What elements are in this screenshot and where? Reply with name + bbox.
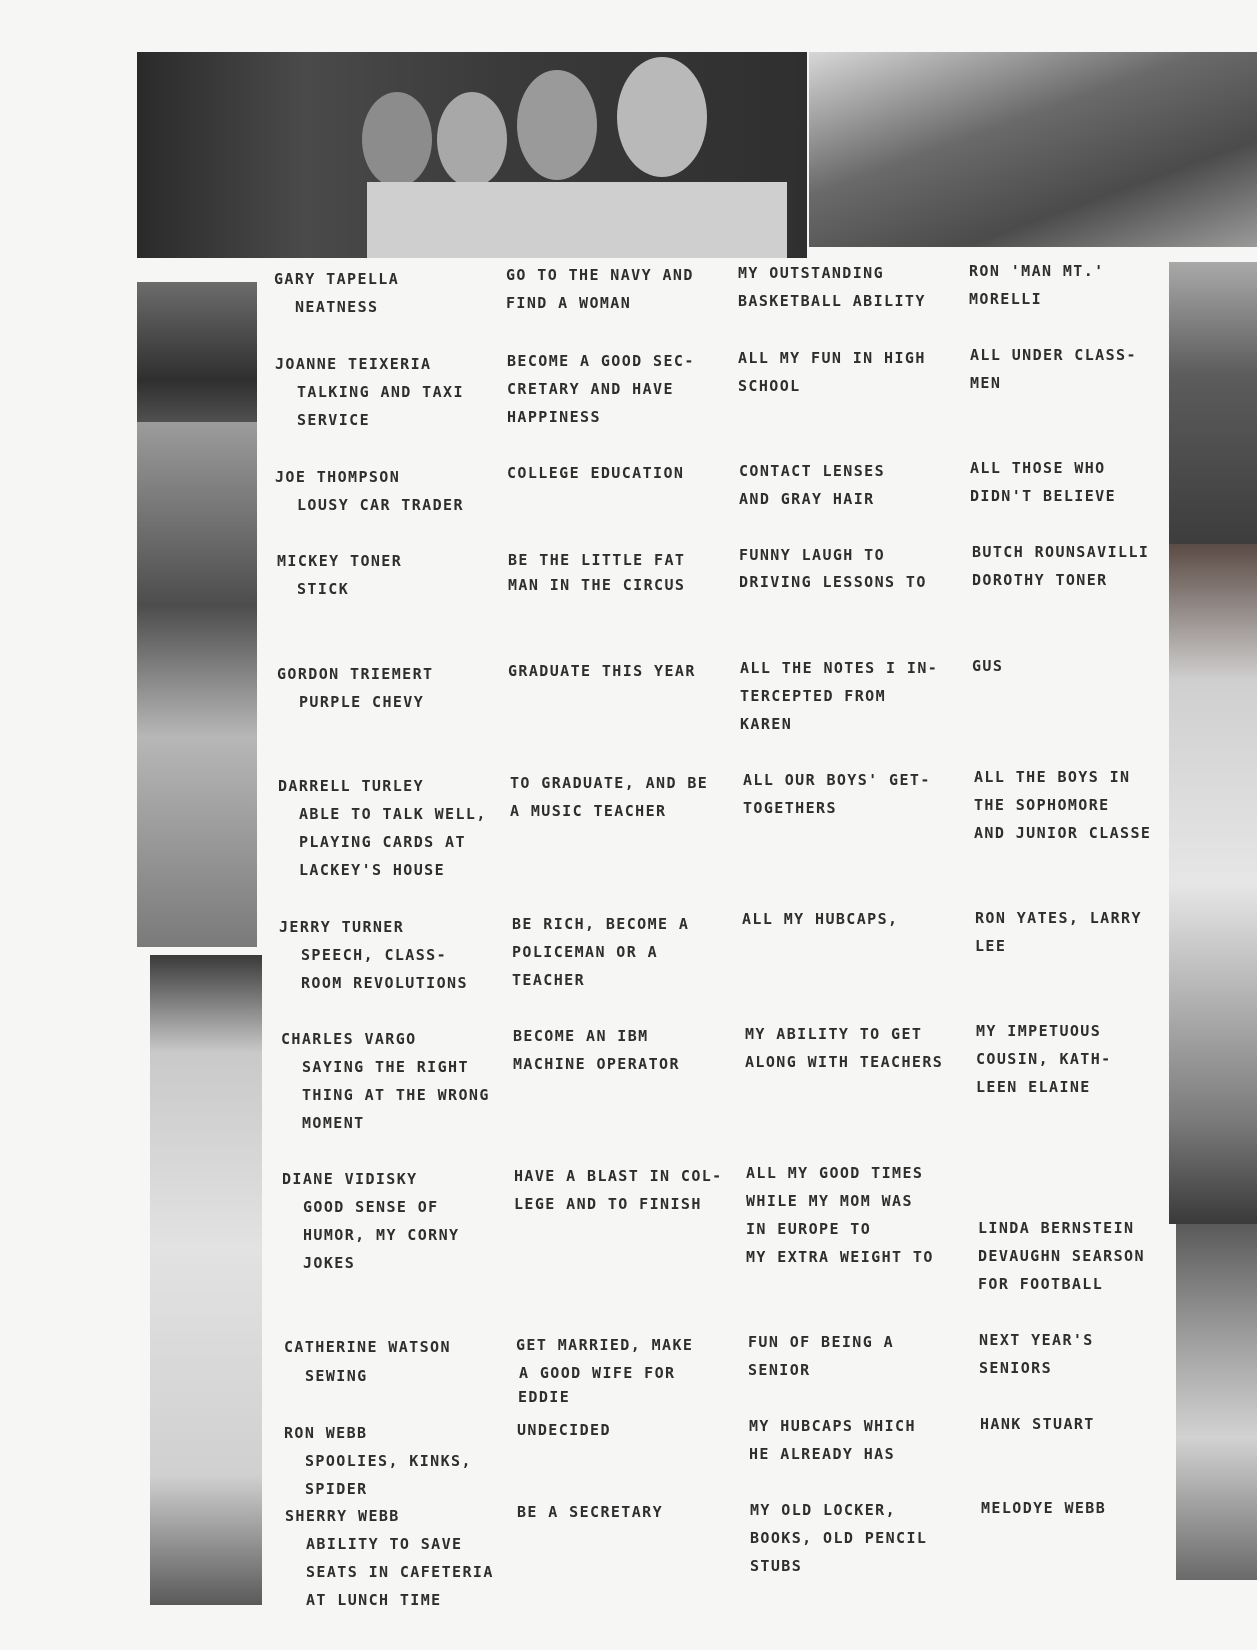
photo-classroom xyxy=(809,52,1257,247)
student-ambition: MAN IN THE CIRCUS xyxy=(508,576,686,594)
student-name: CHARLES VARGO xyxy=(281,1030,417,1048)
student-memory: TERCEPTED FROM xyxy=(740,687,887,705)
student-trait: PLAYING CARDS AT xyxy=(299,833,466,851)
student-ambition: BECOME A GOOD SEC- xyxy=(507,352,695,370)
student-memory: STUBS xyxy=(750,1557,803,1575)
student-will: LINDA BERNSTEIN xyxy=(978,1219,1135,1237)
student-memory: MY EXTRA WEIGHT TO xyxy=(746,1248,934,1266)
student-trait: ABILITY TO SAVE xyxy=(306,1535,463,1553)
student-memory: FUNNY LAUGH TO xyxy=(739,546,886,564)
photo-boy-standing xyxy=(1176,1224,1257,1580)
student-will: DEVAUGHN SEARSON xyxy=(978,1247,1145,1265)
student-name: MICKEY TONER xyxy=(277,552,403,570)
student-memory: ALL MY FUN IN HIGH xyxy=(738,349,926,367)
photo-girl-sweater xyxy=(150,955,262,1605)
student-memory: WHILE MY MOM WAS xyxy=(746,1192,913,1210)
student-ambition: UNDECIDED xyxy=(517,1421,611,1439)
student-trait: ABLE TO TALK WELL, xyxy=(299,805,487,823)
student-trait: MOMENT xyxy=(302,1114,365,1132)
student-memory: CONTACT LENSES xyxy=(739,462,886,480)
student-name: DIANE VIDISKY xyxy=(282,1170,418,1188)
student-trait: SPIDER xyxy=(305,1480,368,1498)
student-memory: MY HUBCAPS WHICH xyxy=(749,1417,916,1435)
student-name: JOANNE TEIXERIA xyxy=(275,355,432,373)
student-memory: SCHOOL xyxy=(738,377,801,395)
student-ambition: GRADUATE THIS YEAR xyxy=(508,662,696,680)
student-name: JOE THOMPSON xyxy=(275,468,401,486)
student-name: JERRY TURNER xyxy=(279,918,405,936)
student-memory: BASKETBALL ABILITY xyxy=(738,292,926,310)
student-memory: AND GRAY HAIR xyxy=(739,490,875,508)
student-will: DOROTHY TONER xyxy=(972,571,1108,589)
student-ambition: MACHINE OPERATOR xyxy=(513,1055,680,1073)
student-memory: ALL THE NOTES I IN- xyxy=(740,659,939,677)
student-memory: TOGETHERS xyxy=(743,799,837,817)
student-trait: PURPLE CHEVY xyxy=(299,693,425,711)
student-name: DARRELL TURLEY xyxy=(278,777,425,795)
student-will: BUTCH ROUNSAVILLI xyxy=(972,543,1150,561)
student-will: RON 'MAN MT.' xyxy=(969,262,1105,280)
student-will: RON YATES, LARRY xyxy=(975,909,1142,927)
student-trait: SEWING xyxy=(305,1367,368,1385)
student-will: THE SOPHOMORE xyxy=(974,796,1110,814)
student-name: GORDON TRIEMERT xyxy=(277,665,434,683)
student-memory: IN EUROPE TO xyxy=(746,1220,872,1238)
student-ambition: A GOOD WIFE FOR xyxy=(519,1364,676,1382)
student-memory: FUN OF BEING A xyxy=(748,1333,895,1351)
student-ambition: BE A SECRETARY xyxy=(517,1503,664,1521)
student-name: RON WEBB xyxy=(284,1424,368,1442)
student-trait: SPOOLIES, KINKS, xyxy=(305,1452,472,1470)
student-ambition: GO TO THE NAVY AND xyxy=(506,266,694,284)
student-will: MEN xyxy=(970,374,1002,392)
student-memory: ALONG WITH TEACHERS xyxy=(745,1053,944,1071)
student-trait: ROOM REVOLUTIONS xyxy=(301,974,468,992)
student-will: LEEN ELAINE xyxy=(976,1078,1091,1096)
photo-boy-glasses xyxy=(137,282,257,422)
student-ambition: EDDIE xyxy=(518,1388,571,1406)
student-trait: LACKEY'S HOUSE xyxy=(299,861,446,879)
student-trait: STICK xyxy=(297,580,350,598)
student-ambition: COLLEGE EDUCATION xyxy=(507,464,685,482)
student-will: MY IMPETUOUS xyxy=(976,1022,1102,1040)
student-memory: MY OUTSTANDING xyxy=(738,264,885,282)
student-will: DIDN'T BELIEVE xyxy=(970,487,1117,505)
student-memory: SENIOR xyxy=(748,1361,811,1379)
student-memory: ALL MY HUBCAPS, xyxy=(742,910,899,928)
student-will: MELODYE WEBB xyxy=(981,1499,1107,1517)
student-will: HANK STUART xyxy=(980,1415,1095,1433)
student-will: MORELLI xyxy=(969,290,1043,308)
student-name: GARY TAPELLA xyxy=(274,270,400,288)
student-trait: THING AT THE WRONG xyxy=(302,1086,490,1104)
student-ambition: TO GRADUATE, AND BE xyxy=(510,774,709,792)
student-memory: ALL OUR BOYS' GET- xyxy=(743,771,931,789)
student-memory: KAREN xyxy=(740,715,793,733)
student-memory: MY ABILITY TO GET xyxy=(745,1025,923,1043)
student-trait: LOUSY CAR TRADER xyxy=(297,496,464,514)
student-will: LEE xyxy=(975,937,1007,955)
student-name: SHERRY WEBB xyxy=(285,1507,400,1525)
student-trait: HUMOR, MY CORNY xyxy=(303,1226,460,1244)
student-will: NEXT YEAR'S xyxy=(979,1331,1094,1349)
photo-girls-group xyxy=(137,52,807,258)
student-will: GUS xyxy=(972,657,1004,675)
student-ambition: HAVE A BLAST IN COL- xyxy=(514,1167,723,1185)
student-trait: SEATS IN CAFETERIA xyxy=(306,1563,494,1581)
student-trait: JOKES xyxy=(303,1254,356,1272)
student-ambition: POLICEMAN OR A xyxy=(512,943,659,961)
student-ambition: CRETARY AND HAVE xyxy=(507,380,674,398)
photo-girl-seated xyxy=(1169,262,1257,544)
student-trait: SERVICE xyxy=(297,411,371,429)
student-trait: TALKING AND TAXI xyxy=(297,383,464,401)
student-ambition: LEGE AND TO FINISH xyxy=(514,1195,702,1213)
student-memory: HE ALREADY HAS xyxy=(749,1445,896,1463)
student-will: ALL THE BOYS IN xyxy=(974,768,1131,786)
student-trait: SAYING THE RIGHT xyxy=(302,1058,469,1076)
student-will: ALL UNDER CLASS- xyxy=(970,346,1137,364)
student-ambition: BE RICH, BECOME A xyxy=(512,915,690,933)
student-memory: DRIVING LESSONS TO xyxy=(739,573,927,591)
photo-girls-outdoors xyxy=(137,422,257,947)
student-ambition: BE THE LITTLE FAT xyxy=(508,551,686,569)
student-ambition: TEACHER xyxy=(512,971,586,989)
student-memory: MY OLD LOCKER, xyxy=(750,1501,897,1519)
student-ambition: GET MARRIED, MAKE xyxy=(516,1336,694,1354)
student-trait: AT LUNCH TIME xyxy=(306,1591,442,1609)
student-will: ALL THOSE WHO xyxy=(970,459,1106,477)
student-will: SENIORS xyxy=(979,1359,1053,1377)
student-memory: ALL MY GOOD TIMES xyxy=(746,1164,924,1182)
student-trait: GOOD SENSE OF xyxy=(303,1198,439,1216)
student-ambition: BECOME AN IBM xyxy=(513,1027,649,1045)
photo-cheerleader xyxy=(1169,544,1257,1224)
student-ambition: A MUSIC TEACHER xyxy=(510,802,667,820)
student-trait: SPEECH, CLASS- xyxy=(301,946,448,964)
student-will: FOR FOOTBALL xyxy=(978,1275,1104,1293)
student-will: AND JUNIOR CLASSE xyxy=(974,824,1152,842)
student-trait: NEATNESS xyxy=(295,298,379,316)
student-will: COUSIN, KATH- xyxy=(976,1050,1112,1068)
student-name: CATHERINE WATSON xyxy=(284,1338,451,1356)
student-ambition: HAPPINESS xyxy=(507,408,601,426)
student-memory: BOOKS, OLD PENCIL xyxy=(750,1529,928,1547)
student-ambition: FIND A WOMAN xyxy=(506,294,632,312)
